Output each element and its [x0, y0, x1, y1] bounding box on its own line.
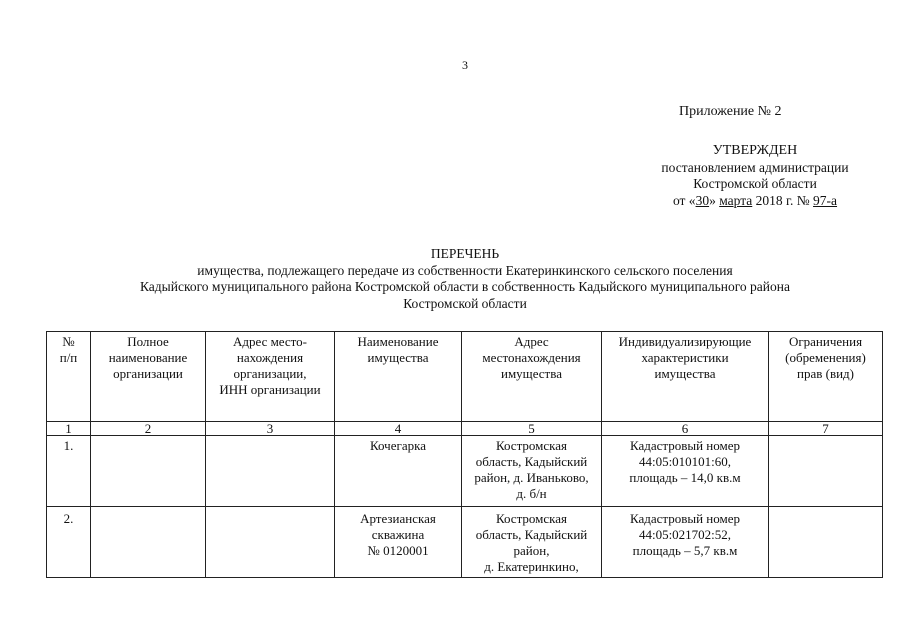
- col-no-cell: 2.: [47, 507, 91, 578]
- col-no-cell: 1.: [47, 436, 91, 507]
- col-restrictions-header-line: прав (вид): [797, 366, 854, 381]
- page-number: 3: [462, 58, 468, 72]
- col-address-header-line: имущества: [501, 366, 562, 381]
- col-org-address-header-line: организации,: [233, 366, 307, 381]
- col-address-line: область, Кадыйский: [475, 454, 588, 469]
- col-address-line: Костромская: [495, 438, 568, 453]
- col-no-header-line: п/п: [59, 350, 78, 365]
- col-no-header-line: №: [62, 334, 75, 349]
- col-org-address-header: [206, 332, 335, 422]
- date-day: 30: [695, 192, 710, 208]
- col-org-header: [91, 332, 206, 422]
- col-org-header-line: наименование: [108, 350, 188, 365]
- col-name-cell: [335, 436, 462, 507]
- col-name-number: 4: [335, 422, 462, 436]
- col-org-address-cell: [206, 507, 335, 578]
- col-org-header-line: организации: [113, 366, 183, 381]
- col-no-header: [47, 332, 91, 422]
- col-org-address-header-line: Адрес место-: [232, 334, 308, 349]
- col-characteristics-line: площадь – 5,7 кв.м: [632, 543, 738, 558]
- col-characteristics-cell: [602, 507, 769, 578]
- col-characteristics-line: Кадастровый номер: [629, 438, 741, 453]
- document-title: [70, 246, 860, 312]
- col-characteristics-line: Кадастровый номер: [629, 511, 741, 526]
- col-no-number: 1: [47, 422, 91, 436]
- col-org-address-cell: [206, 436, 335, 507]
- col-org-header-line: Полное: [127, 334, 169, 349]
- col-address-header: [462, 332, 602, 422]
- date-year: 2018 г. №: [752, 192, 814, 208]
- col-restrictions-header: [769, 332, 883, 422]
- col-name-header-line: Наименование: [357, 334, 439, 349]
- col-name-header-line: имущества: [367, 350, 429, 365]
- col-address-line: район,: [513, 543, 550, 558]
- col-address-line: область, Кадыйский: [475, 527, 588, 542]
- col-characteristics-header: [602, 332, 769, 422]
- date-prefix: от «: [672, 192, 696, 208]
- col-characteristics-header-line: имущества: [654, 366, 716, 381]
- col-name-line: Кочегарка: [370, 438, 426, 453]
- col-org-cell: [91, 507, 206, 578]
- col-address-line: Костромская: [495, 511, 568, 526]
- date-mid: »: [709, 192, 720, 208]
- approval-stamp: [600, 143, 899, 209]
- col-address-number: 5: [462, 422, 602, 436]
- table-row: [47, 436, 883, 507]
- col-characteristics-header-line: Индивидуализирующие: [618, 334, 752, 349]
- col-address-header-line: местонахождения: [482, 350, 581, 365]
- col-org-address-header-line: нахождения: [236, 350, 304, 365]
- col-restrictions-cell: [769, 436, 883, 507]
- col-org-address-number: 3: [206, 422, 335, 436]
- title-line-2: Кадыйского муниципального района Костромской области в собственность Кадыйского муниципального района: [139, 279, 790, 294]
- table-row: [47, 507, 883, 578]
- col-restrictions-header-line: Ограничения: [788, 334, 863, 349]
- col-org-cell: [91, 436, 206, 507]
- col-org-number: 2: [91, 422, 206, 436]
- col-restrictions-cell: [769, 507, 883, 578]
- approval-line-2: Костромской области: [693, 176, 817, 191]
- doc-number: 97-а: [813, 192, 838, 208]
- col-characteristics-number: 6: [602, 422, 769, 436]
- col-name-line: № 0120001: [367, 543, 429, 558]
- title-line-3: Костромской области: [403, 295, 527, 311]
- title-line-1: имущества, подлежащего передаче из собственности Екатеринкинского сельского поселения: [197, 262, 733, 278]
- col-restrictions-number: 7: [769, 422, 883, 436]
- col-restrictions-header-line: (обременения): [785, 350, 866, 365]
- col-address-cell: [462, 507, 602, 578]
- approval-line-1: постановлением администрации: [661, 159, 849, 175]
- col-name-header: [335, 332, 462, 422]
- col-characteristics-line: 44:05:021702:52,: [638, 527, 732, 542]
- appendix-label: Приложение № 2: [679, 104, 782, 119]
- col-org-address-header-line: ИНН организации: [219, 382, 321, 397]
- col-address-header-line: Адрес: [514, 334, 549, 349]
- col-address-cell: [462, 436, 602, 507]
- col-name-line: скважина: [371, 527, 425, 542]
- title-heading: ПЕРЕЧЕНЬ: [430, 246, 500, 261]
- approval-date: [600, 193, 899, 210]
- col-name-line: Артезианская: [360, 511, 436, 526]
- col-name-cell: [335, 507, 462, 578]
- col-address-line: д. б/н: [516, 486, 547, 501]
- header-row: [47, 332, 883, 422]
- date-month: марта: [719, 192, 753, 208]
- col-characteristics-line: площадь – 14,0 кв.м: [629, 470, 741, 485]
- property-table: [46, 331, 883, 578]
- column-number-row: [47, 422, 883, 436]
- col-address-line: д. Екатеринкино,: [484, 559, 579, 574]
- approval-heading: УТВЕРЖДЕН: [712, 143, 798, 158]
- col-characteristics-line: 44:05:010101:60,: [638, 454, 732, 469]
- col-characteristics-header-line: характеристики: [641, 350, 729, 365]
- col-characteristics-cell: [602, 436, 769, 507]
- col-address-line: район, д. Иваньково,: [474, 470, 589, 485]
